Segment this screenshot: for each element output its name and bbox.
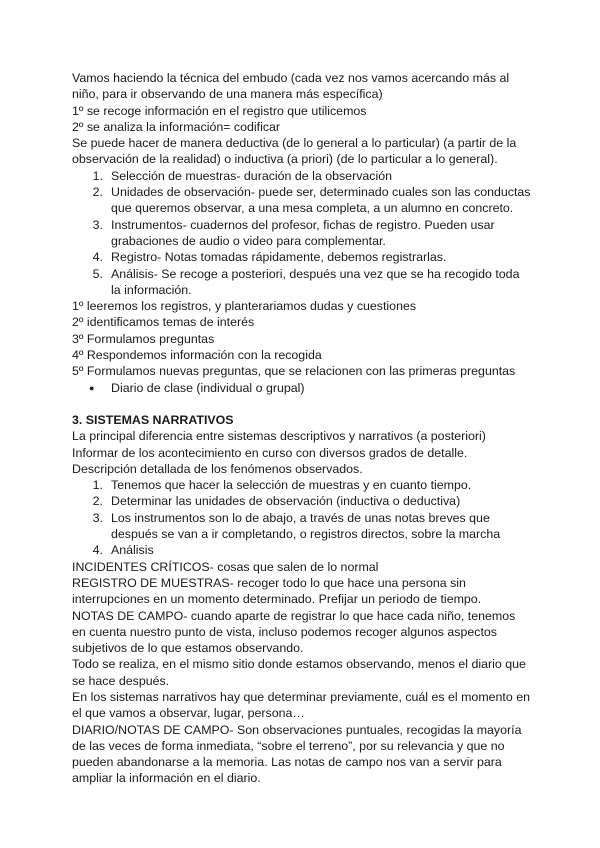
list-item — [72, 249, 532, 265]
list-number: 2. — [92, 185, 103, 200]
document-page — [72, 70, 532, 787]
list-text: Selección de muestras- duración de la observación — [111, 168, 393, 183]
section-heading: 3. SISTEMAS NARRATIVOS — [72, 412, 234, 427]
list-item — [72, 184, 532, 217]
step-line: 3º Formulamos preguntas — [72, 331, 215, 346]
body-paragraph: NOTAS DE CAMPO- cuando aparte de registrar lo que hace cada niño, tenemos en cuenta nuestro punto de vista, incluso podemos recoger algunos aspectos subjetivos de lo que estamos observando. — [72, 608, 516, 656]
intro-paragraph: La principal diferencia entre sistemas descriptivos y narrativos (a posteriori) — [72, 429, 486, 444]
list-item — [72, 217, 532, 250]
list-text: Los instrumentos son lo de abajo, a través de unas notas breves que después se van a ir completando, o registros directos, sobre la marcha — [111, 510, 501, 542]
step-line: 1º leeremos los registros, y planterariamos dudas y cuestiones — [72, 299, 417, 314]
body-paragraph: DIARIO/NOTAS DE CAMPO- Son observaciones puntuales, recogidas la mayoría de las veces de forma inmediata, “sobre el terreno”, por su relevancia y que no pueden abandonarse a la memoria. Las notas de campo nos van a servir para ampliar la información en el diario. — [72, 722, 522, 786]
list-item — [72, 266, 532, 299]
intro-paragraph: 1º se recoge información en el registro que utilicemos — [72, 103, 367, 118]
bullet-list — [72, 380, 532, 396]
list-number: 3. — [92, 510, 103, 525]
bullet-item — [72, 380, 532, 396]
list-number: 2. — [92, 494, 103, 509]
section1 — [72, 70, 532, 396]
list-item — [72, 477, 532, 493]
list-number: 5. — [92, 266, 103, 281]
intro-paragraph: Se puede hacer de manera deductiva (de lo general a lo particular) (a partir de la observación de la realidad) o inductiva (a priori) (de lo particular a lo general). — [72, 136, 517, 167]
body-paragraph: REGISTRO DE MUESTRAS- recoger todo lo que hace una persona sin interrupciones en un momento determinado. Prefijar un periodo de tiempo. — [72, 575, 482, 607]
body-paragraph: En los sistemas narrativos hay que determinar previamente, cuál es el momento en el que vamos a observar, lugar, persona… — [72, 689, 530, 721]
list-item — [72, 542, 532, 558]
list-item — [72, 493, 532, 509]
list-number: 4. — [92, 250, 103, 265]
list-item — [72, 510, 532, 543]
intro-paragraph: Informar de los acontecimiento en curso con diversos grados de detalle. — [72, 445, 468, 460]
list-text: Análisis — [111, 543, 154, 558]
intro-paragraph: Vamos haciendo la técnica del embudo (cada vez nos vamos acercando más al niño, para ir observando de una manera más específica) — [72, 71, 510, 102]
step-line: 2º identificamos temas de interés — [72, 315, 255, 330]
list-number: 3. — [92, 217, 103, 232]
step-line: 5º Formulamos nuevas preguntas, que se relacionen con las primeras preguntas — [72, 364, 516, 379]
section3 — [72, 428, 532, 787]
list-number: 1. — [92, 168, 103, 183]
body-paragraph: Todo se realiza, en el mismo sitio donde estamos observando, menos el diario que se hace después. — [72, 657, 526, 688]
body-paragraph: INCIDENTES CRÍTICOS- cosas que salen de lo normal — [72, 559, 379, 574]
list-item — [72, 168, 532, 184]
list-text: Instrumentos- cuadernos del profesor, fichas de registro. Pueden usar grabaciones de audio o video para complementar. — [111, 217, 495, 248]
list-number: 4. — [92, 543, 103, 558]
list-text: Tenemos que hacer la selección de muestras y en cuanto tiempo. — [111, 478, 472, 493]
list-text: Unidades de observación- puede ser, determinado cuales son las conductas que queremos observar, a una mesa completa, a un alumno en concreto. — [111, 185, 531, 216]
list-text: Registro- Notas tomadas rápidamente, debemos registrarlas. — [111, 250, 447, 265]
bullet-text: Diario de clase (individual o grupal) — [111, 380, 305, 395]
step-line: 4º Respondemos información con la recogida — [72, 348, 322, 363]
bullet-icon: ● — [89, 382, 95, 393]
numbered-list — [72, 168, 532, 298]
list-text: Determinar las unidades de observación (inductiva o deductiva) — [111, 494, 461, 509]
list-text: Análisis- Se recoge a posteriori, después una vez que se ha recogido toda la información. — [111, 266, 520, 297]
list-number: 1. — [92, 478, 103, 493]
intro-paragraph: 2º se analiza la información= codificar — [72, 119, 281, 134]
intro-paragraph: Descripción detallada de los fenómenos observados. — [72, 461, 363, 476]
numbered-list — [72, 477, 532, 558]
